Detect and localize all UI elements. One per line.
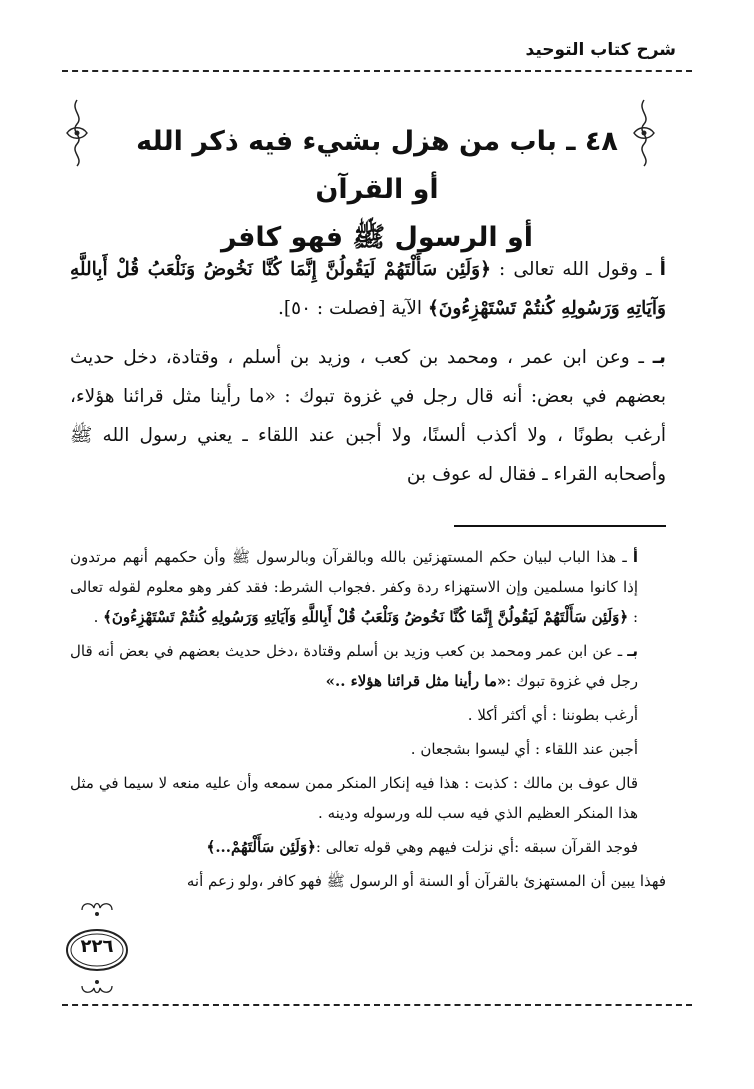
page-number: ٢٢٦ xyxy=(80,936,114,957)
footnotes xyxy=(70,542,666,900)
paragraph-marker: بـ xyxy=(652,347,666,368)
quran-verse: ﴿وَلَئِن سَأَلْتَهُمْ...﴾ xyxy=(206,838,316,856)
chapter-title-line2: أو الرسول ﷺ فهو كافر xyxy=(220,222,534,253)
footnote-marker: بـ xyxy=(627,642,638,660)
ornament-left-icon xyxy=(62,98,92,168)
quran-verse: ﴿وَلَئِن سَأَلْتَهُمْ لَيَقُولُنَّ إِنَّمَا كُنَّا نَخُوضُ وَنَلْعَبُ قُلْ أَبِاللَّهِ وَآيَاتِهِ وَرَسُولِهِ كُنتُمْ تَسْتَهْزِءُونَ﴾ xyxy=(70,259,666,319)
quran-verse: ﴿وَلَئِن سَأَلْتَهُمْ لَيَقُولُنَّ إِنَّمَا كُنَّا نَخُوضُ وَنَلْعَبُ قُلْ أَبِاللَّهِ وَآيَاتِهِ وَرَسُولِهِ كُنتُمْ تَسْتَهْزِءُونَ﴾ xyxy=(103,608,629,626)
footnote-line: أرغب بطوننا : أي أكثر أكلا . xyxy=(467,706,638,724)
footnote-separator xyxy=(454,525,666,527)
main-text xyxy=(70,250,666,504)
main-paragraph-b: بـ ـ وعن ابن عمر ، ومحمد بن كعب ، وزيد بن أسلم ، وقتادة، دخل حديث بعضهم في بعض: أنه قال رجل في غزوة تبوك : «ما رأينا مثل قرائنا هؤلاء، أرغب بطونًا ، ولا أكذب ألسنًا، ولا أجبن عند اللقاء ـ يعني رسول الله ﷺ وأصحابه القراء ـ فقال له عوف بن xyxy=(70,347,666,485)
chapter-title xyxy=(120,118,634,262)
footnote-line: قال عوف بن مالك : كذبت : هذا فيه إنكار المنكر ممن سمعه وأن عليه منعه لا سيما في مثل هذا المنكر العظيم الذي فيه سب لله ورسوله ودينه . xyxy=(70,774,638,822)
footnote-a: أ ـ هذا الباب لبيان حكم المستهزئين بالله وبالقرآن وبالرسول ﷺ وأن حكمهم أنهم مرتدون إذا كانوا مسلمين وإن الاستهزاء ردة وكفر .فجواب الشرط: فقد كفر وهو معلوم لقوله تعالى : ﴿وَلَئِن سَأَلْتَهُمْ لَيَقُولُنَّ إِنَّمَا كُنَّا نَخُوضُ وَنَلْعَبُ قُلْ أَبِاللَّهِ وَآيَاتِهِ وَرَسُولِهِ كُنتُمْ تَسْتَهْزِءُونَ﴾ . xyxy=(70,548,638,626)
footnote-line: فوجد القرآن سبقه :أي نزلت فيهم وهي قوله تعالى :﴿وَلَئِن سَأَلْتَهُمْ...﴾ xyxy=(206,838,638,856)
main-paragraph-a: أ ـ وقول الله تعالى : ﴿وَلَئِن سَأَلْتَهُمْ لَيَقُولُنَّ إِنَّمَا كُنَّا نَخُوضُ وَنَلْعَبُ قُلْ أَبِاللَّهِ وَآيَاتِهِ وَرَسُولِهِ كُنتُمْ تَسْتَهْزِءُونَ﴾ الآية [فصلت : ٥٠]. xyxy=(70,259,666,319)
header-rule xyxy=(62,70,692,72)
footnote-marker: أ xyxy=(632,548,638,566)
footnote-line: فهذا يبين أن المستهزئ بالقرآن أو السنة أو الرسول ﷺ فهو كافر ،ولو زعم أنه xyxy=(186,872,666,890)
hadith-quote: «ما رأينا مثل قرائنا هؤلاء ..» xyxy=(325,672,507,690)
footnote-line: أجبن عند اللقاء : أي ليسوا بشجعان . xyxy=(410,740,638,758)
chapter-title-line1: ٤٨ ـ باب من هزل بشيء فيه ذكر الله أو القرآن xyxy=(136,126,618,205)
footnote-b: بـ ـ عن ابن عمر ومحمد بن كعب وزيد بن أسلم وقتادة ،دخل حديث بعضهم في بعض أنه قال رجل في غزوة تبوك :«ما رأينا مثل قرائنا هؤلاء ..» xyxy=(70,642,638,690)
paragraph-marker: أ xyxy=(659,259,666,280)
footer-rule xyxy=(62,1004,692,1006)
running-head: شرح كتاب التوحيد xyxy=(525,40,676,60)
